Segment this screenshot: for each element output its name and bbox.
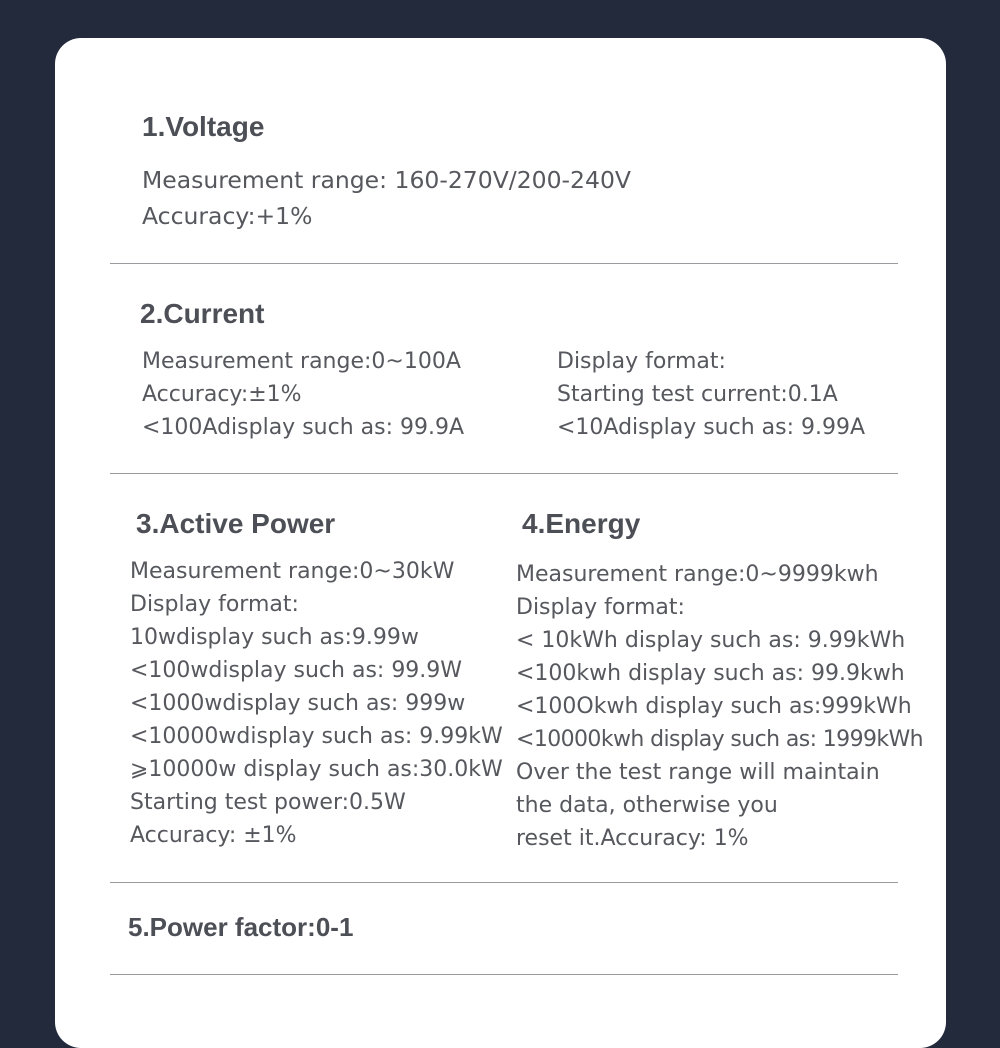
current-title: 2.Current	[140, 298, 265, 329]
energy-specs	[516, 558, 923, 855]
active-power-line: ⩾10000w display such as:30.0kW	[130, 757, 503, 782]
voltage-accuracy: Accuracy:+1%	[142, 202, 313, 230]
power-factor-title: 5.Power factor:0-1	[128, 912, 354, 942]
voltage-range: Measurement range: 160-270V/200-240V	[142, 166, 631, 194]
energy-line: < 10kWh display such as: 9.99kWh	[516, 628, 906, 653]
divider	[110, 263, 898, 264]
current-display-format: Display format:	[557, 349, 726, 374]
active-power-line: 10wdisplay such as:9.99w	[130, 625, 419, 650]
current-specs-right	[557, 345, 865, 444]
active-power-line: <10000wdisplay such as: 9.99kW	[130, 724, 503, 749]
energy-line: <100kwh display such as: 99.9kwh	[516, 661, 905, 686]
voltage-title: 1.Voltage	[142, 111, 265, 142]
divider	[110, 882, 898, 883]
energy-line: the data, otherwise you	[516, 793, 778, 818]
voltage-specs	[142, 162, 631, 234]
active-power-line: Starting test power:0.5W	[130, 790, 406, 815]
active-power-line: Display format:	[130, 592, 299, 617]
current-display-100a: <100Adisplay such as: 99.9A	[142, 415, 465, 440]
current-range: Measurement range:0~100A	[142, 349, 461, 374]
active-power-title: 3.Active Power	[136, 508, 336, 539]
energy-line: reset it.Accuracy: 1%	[516, 826, 749, 851]
divider	[110, 473, 898, 474]
active-power-line: <1000wdisplay such as: 999w	[130, 691, 466, 716]
active-power-line: Accuracy: ±1%	[130, 823, 297, 848]
energy-line: <100Okwh display such as:999kWh	[516, 694, 912, 719]
active-power-line: Measurement range:0~30kW	[130, 559, 455, 584]
current-starting: Starting test current:0.1A	[557, 382, 838, 407]
energy-line: Over the test range will maintain	[516, 760, 880, 785]
active-power-specs	[130, 555, 503, 852]
energy-title: 4.Energy	[522, 508, 641, 539]
divider	[110, 974, 898, 975]
current-specs-left	[142, 345, 464, 444]
current-accuracy: Accuracy:±1%	[142, 382, 302, 407]
energy-line: <10000kwh display such as: 1999kWh	[516, 727, 924, 752]
energy-line: Display format:	[516, 595, 685, 620]
current-display-10a: <10Adisplay such as: 9.99A	[557, 415, 866, 440]
active-power-line: <100wdisplay such as: 99.9W	[130, 658, 463, 683]
energy-line: Measurement range:0~9999kwh	[516, 562, 879, 587]
